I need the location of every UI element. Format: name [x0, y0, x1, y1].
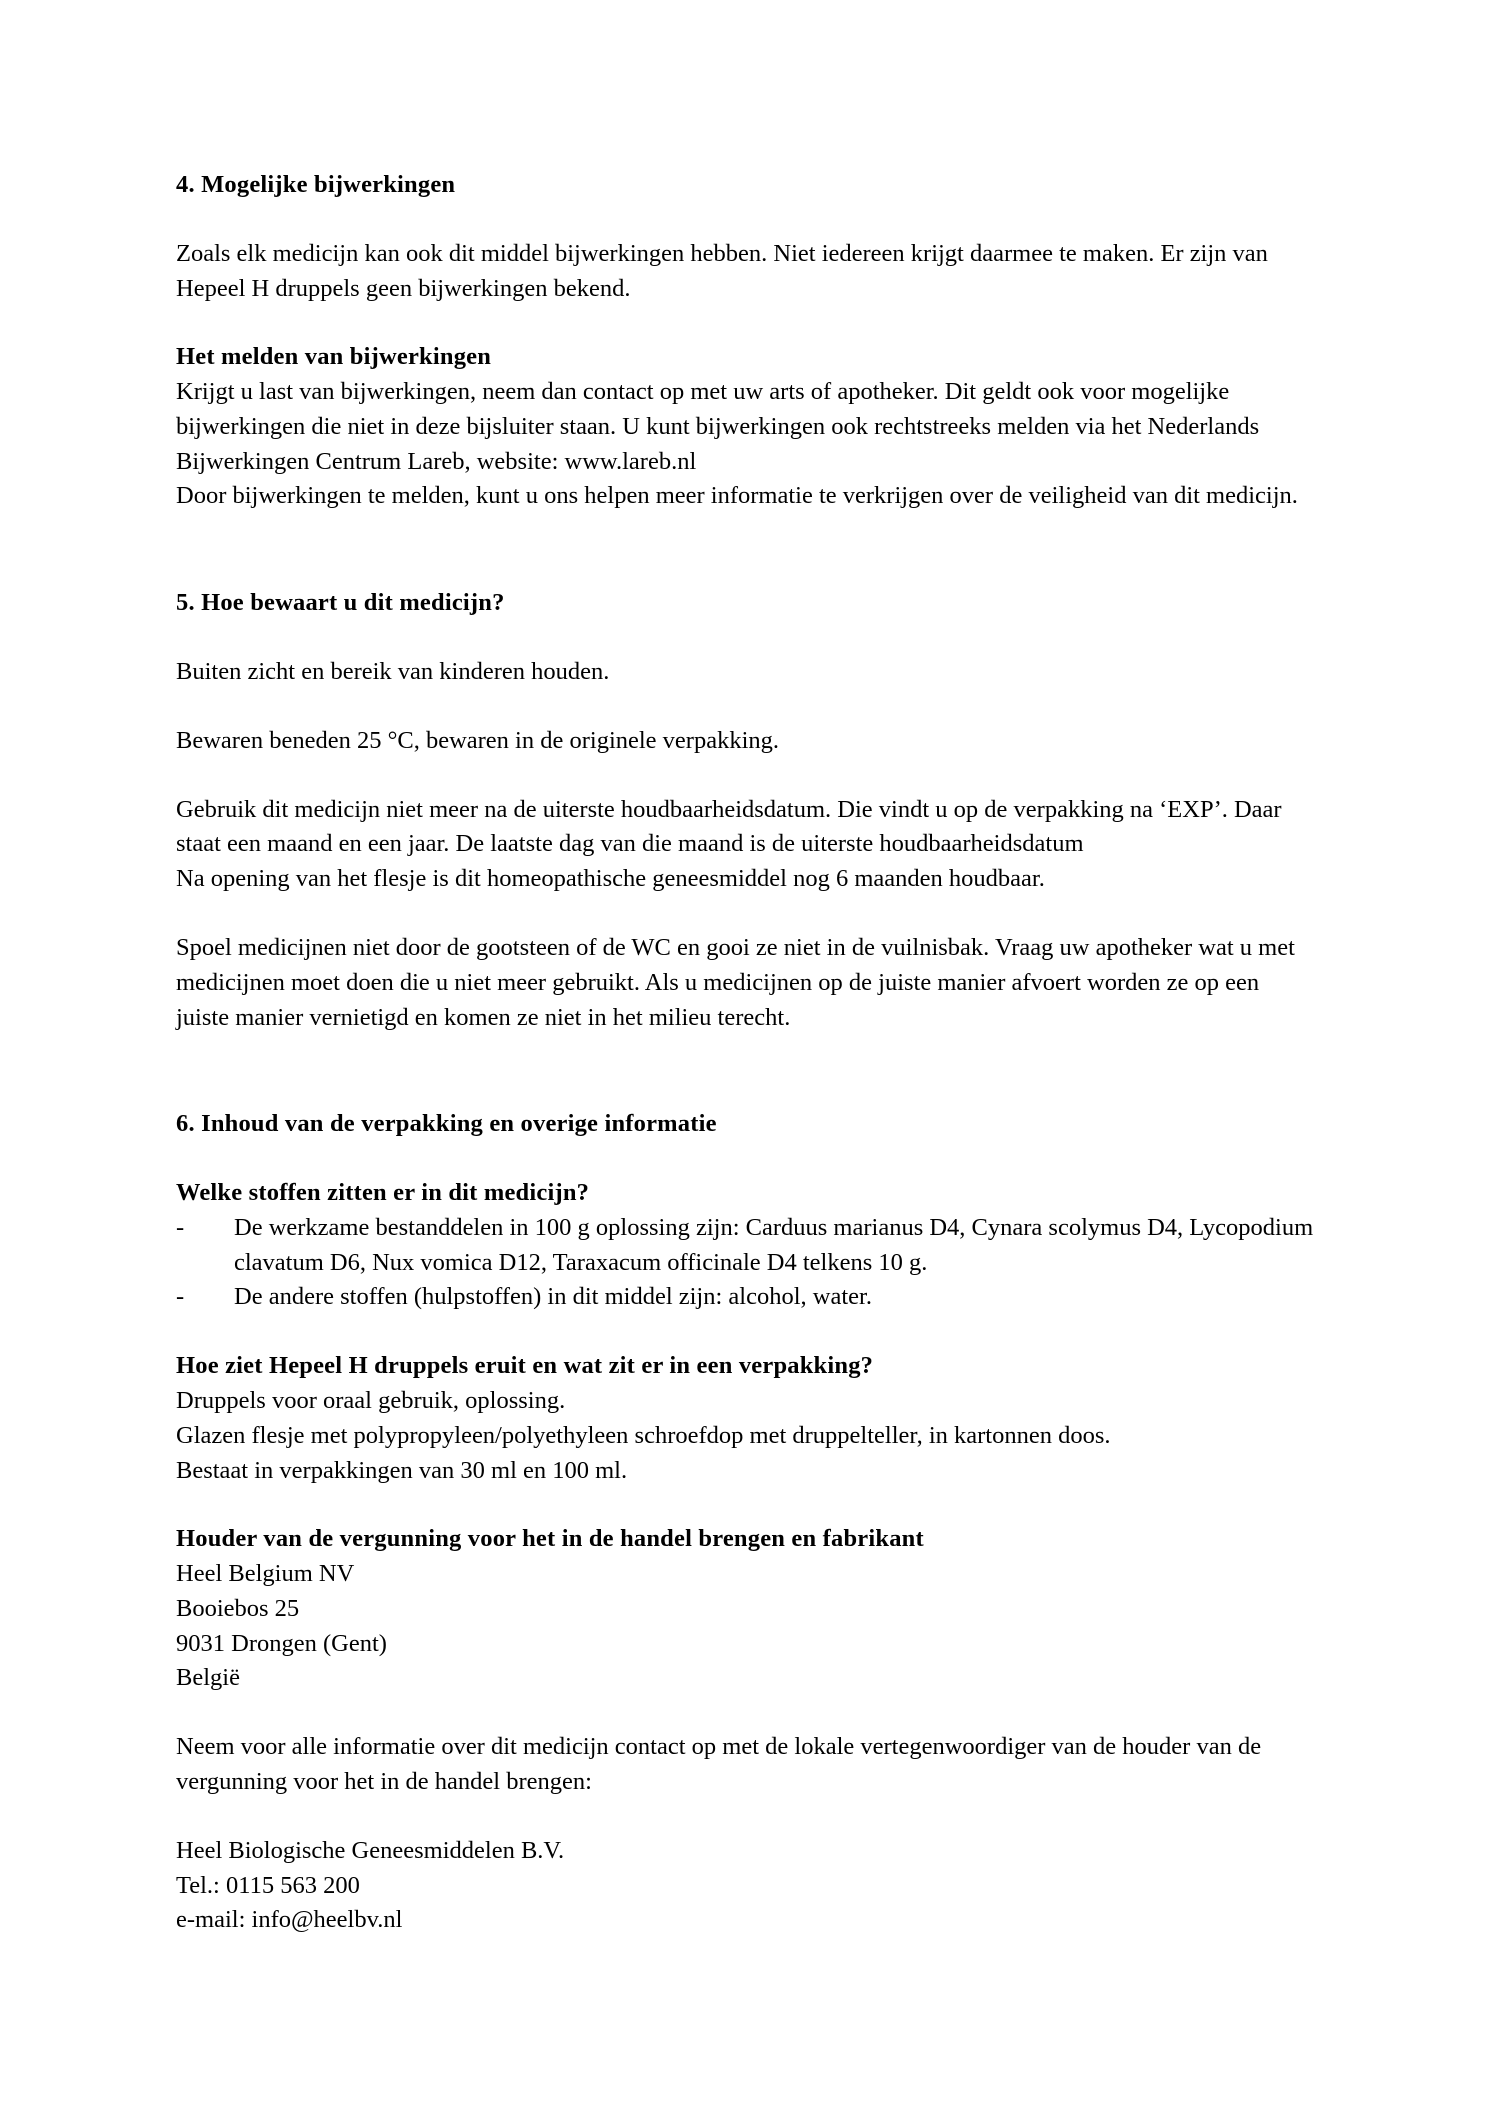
spacer: [176, 1696, 1314, 1730]
subheading-houder-vergunning: Houder van de vergunning voor het in de handel brengen en fabrikant: [176, 1525, 924, 1553]
address-line-1: Heel Belgium NV: [176, 1560, 355, 1588]
spacer: [176, 203, 1314, 237]
section-5-paragraph-3: Gebruik dit medicijn niet meer na de uiterste houdbaarheidsdatum. Die vindt u op de verpakking na ‘EXP’. Daar staat een maand en een jaar. De laatste dag van die maand is de uiterste houdbaarheidsdatum: [176, 795, 1282, 858]
bullet-marker: -: [176, 1283, 185, 1311]
hoe-ziet-eruit-paragraph-2: Glazen flesje met polypropyleen/polyethyleen schroefdop met druppelteller, in kartonnen doos.: [176, 1421, 1111, 1449]
document-body: [176, 168, 1314, 1938]
subheading-hoe-ziet-eruit: Hoe ziet Hepeel H druppels eruit en wat zit er in een verpakking?: [176, 1352, 874, 1380]
spacer: [176, 759, 1314, 793]
bullet-marker: -: [176, 1213, 185, 1241]
spacer: [176, 1142, 1314, 1176]
bullet-text: De andere stoffen (hulpstoffen) in dit middel zijn: alcohol, water.: [234, 1283, 872, 1311]
list-item: [176, 1280, 1314, 1315]
section-5-paragraph-1: Buiten zicht en bereik van kinderen houden.: [176, 658, 610, 686]
address-line-2: Booiebos 25: [176, 1594, 300, 1622]
section-4-paragraph-1: Zoals elk medicijn kan ook dit middel bijwerkingen hebben. Niet iedereen krijgt daarmee te maken. Er zijn van Hepeel H druppels geen bijwerkingen bekend.: [176, 239, 1268, 302]
spacer: [176, 306, 1314, 340]
address-line-3: 9031 Drongen (Gent): [176, 1629, 387, 1657]
spacer: [176, 1800, 1314, 1834]
section-5-paragraph-2: Bewaren beneden 25 °C, bewaren in de originele verpakking.: [176, 726, 780, 754]
melden-bijwerkingen-paragraph-1: Krijgt u last van bijwerkingen, neem dan contact op met uw arts of apotheker. Dit geldt ook voor mogelijke bijwerkingen die niet in deze bijsluiter staan. U kunt bijwerkingen ook rechtstreeks melden via het Nederlands Bijwerkingen Centrum Lareb, website: www.lareb.nl: [176, 378, 1260, 475]
spacer: [176, 1315, 1314, 1349]
list-item: [176, 1211, 1314, 1281]
subheading-welke-stoffen: Welke stoffen zitten er in dit medicijn?: [176, 1179, 590, 1207]
spacer: [176, 897, 1314, 931]
section-heading-4: 4. Mogelijke bijwerkingen: [176, 171, 456, 198]
contact-company: Heel Biologische Geneesmiddelen B.V.: [176, 1836, 565, 1864]
contact-email: e-mail: info@heelbv.nl: [176, 1906, 403, 1934]
subheading-melden-bijwerkingen: Het melden van bijwerkingen: [176, 343, 492, 371]
hoe-ziet-eruit-paragraph-3: Bestaat in verpakkingen van 30 ml en 100 ml.: [176, 1456, 628, 1484]
contact-phone: Tel.: 0115 563 200: [176, 1871, 360, 1899]
address-line-4: België: [176, 1664, 240, 1692]
vertegenwoordiger-paragraph: Neem voor alle informatie over dit medicijn contact op met de lokale vertegenwoordiger van de houder van de vergunning voor het in de handel brengen:: [176, 1733, 1262, 1795]
section-heading-5: 5. Hoe bewaart u dit medicijn?: [176, 589, 505, 617]
melden-bijwerkingen-paragraph-2: Door bijwerkingen te melden, kunt u ons helpen meer informatie te verkrijgen over de veiligheid van dit medicijn.: [176, 482, 1298, 510]
spacer: [176, 621, 1314, 655]
section-5-paragraph-4: Na opening van het flesje is dit homeopathische geneesmiddel nog 6 maanden houdbaar.: [176, 865, 1045, 893]
section-5-paragraph-5: Spoel medicijnen niet door de gootsteen of de WC en gooi ze niet in de vuilnisbak. Vraag uw apotheker wat u met medicijnen moet doen die u niet meer gebruikt. Als u medicijnen op de juiste manier afvoert worden ze op een juiste manier vernietigd en komen ze niet in het milieu terecht.: [176, 933, 1295, 1031]
spacer: [176, 690, 1314, 724]
ingredients-list: [176, 1211, 1314, 1315]
spacer: [176, 1035, 1314, 1107]
hoe-ziet-eruit-paragraph-1: Druppels voor oraal gebruik, oplossing.: [176, 1386, 566, 1414]
bullet-text: De werkzame bestanddelen in 100 g oplossing zijn: Carduus marianus D4, Cynara scolymus D4, Lycopodium clavatum D6, Nux vomica D12, Taraxacum officinale D4 telkens 10 g.: [234, 1213, 1314, 1276]
spacer: [176, 514, 1314, 586]
section-heading-6: 6. Inhoud van de verpakking en overige informatie: [176, 1110, 717, 1138]
spacer: [176, 1488, 1314, 1522]
